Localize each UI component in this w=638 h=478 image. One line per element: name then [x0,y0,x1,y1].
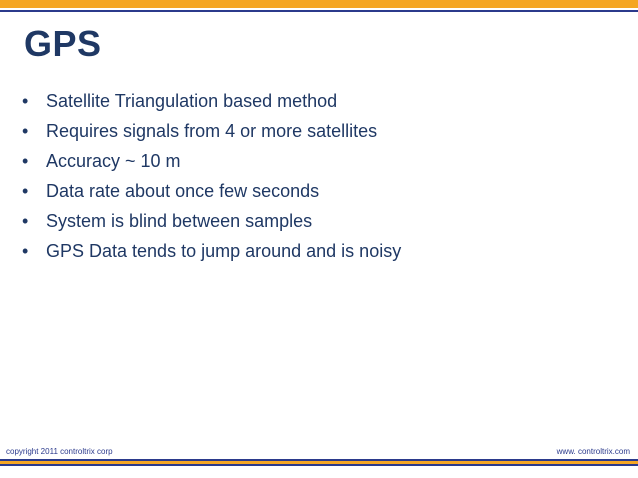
top-navy-rule [0,10,638,12]
bullet-text: GPS Data tends to jump around and is noisy [46,241,402,261]
footer-copyright: copyright 2011 controltrix corp [6,447,113,456]
bullet-text: Satellite Triangulation based method [46,91,338,111]
bullet-item [22,241,401,271]
bullet-icon: • [22,211,29,231]
bullet-text: Data rate about once few seconds [46,181,320,201]
bullet-icon: • [22,151,29,171]
slide-title: GPS [24,23,102,64]
bottom-navy-rule-2 [0,464,638,466]
top-orange-rule [0,0,638,8]
bullet-item [22,211,401,241]
footer-website: www. controltrix.com [556,447,630,456]
bullet-icon: • [22,91,29,111]
bullet-icon: • [22,241,29,261]
bullet-text: System is blind between samples [46,211,313,231]
bullet-icon: • [22,181,29,201]
bullet-list [22,91,401,271]
bullet-icon: • [22,121,29,141]
bullet-text: Requires signals from 4 or more satellites [46,121,378,141]
bullet-item [22,181,401,211]
bullet-text: Accuracy ~ 10 m [46,151,181,171]
bullet-item [22,151,401,181]
bullet-item [22,91,401,121]
bullet-item [22,121,401,151]
